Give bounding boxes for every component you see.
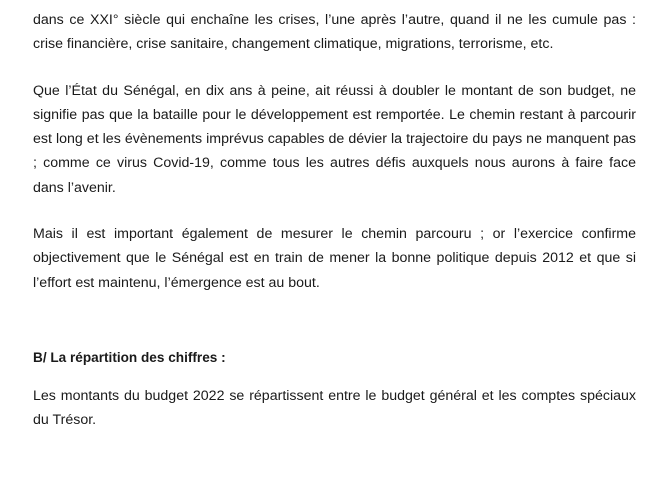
paragraph-budget-doubling: Que l’État du Sénégal, en dix ans à peine, ait réussi à doubler le montant de son budget, ne signifie pas que la bataille pour le développement est remportée. Le chemin restant à parcourir est long et les évènements imprévus capables de dévier la trajectoire du pays ne manquent pas ; comme ce virus Covid-19, comme tous les autres défis auxquels nous aurons à faire face dans l’avenir. bbox=[33, 82, 636, 196]
paragraph-progress: Mais il est important également de mesurer le chemin parcouru ; or l’exercice confirme objectivement que le Sénégal est en train de mener la bonne politique depuis 2012 et que si l’effort est maintenu, l’émergence est au bout. bbox=[33, 226, 636, 291]
section-heading: B/ La répartition des chiffres : bbox=[33, 349, 226, 365]
document-page bbox=[33, 8, 636, 433]
paragraph-crises: dans ce XXI° siècle qui enchaîne les crises, l’une après l’autre, quand il ne les cumule pas : crise financière, crise sanitaire, changement climatique, migrations, terrorisme, etc. bbox=[33, 12, 636, 53]
paragraph-budget-split: Les montants du budget 2022 se répartissent entre le budget général et les comptes spéciaux du Trésor. bbox=[33, 387, 636, 429]
